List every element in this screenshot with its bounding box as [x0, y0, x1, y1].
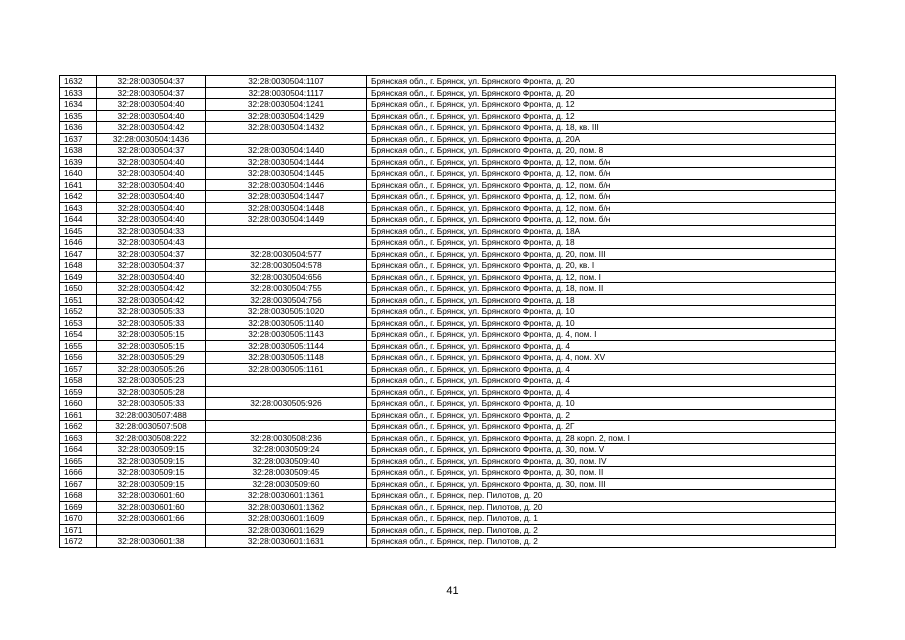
parcel-number-cell: 32:28:0030504:40: [97, 110, 206, 122]
table-row: [60, 444, 836, 456]
table-row: [60, 145, 836, 157]
row-number-cell: 1661: [60, 409, 97, 421]
object-number-cell: [206, 421, 367, 433]
row-number-cell: 1669: [60, 501, 97, 513]
object-number-cell: [206, 375, 367, 387]
parcel-number-cell: 32:28:0030505:23: [97, 375, 206, 387]
address-cell: Брянская обл., г. Брянск, ул. Брянского Фронта, д. 4: [367, 340, 836, 352]
address-cell: Брянская обл., г. Брянск, ул. Брянского Фронта, д. 20: [367, 76, 836, 88]
row-number-cell: 1671: [60, 524, 97, 536]
parcel-number-cell: 32:28:0030505:29: [97, 352, 206, 364]
cadastral-table: [59, 75, 836, 548]
row-number-cell: 1657: [60, 363, 97, 375]
address-cell: Брянская обл., г. Брянск, ул. Брянского Фронта, д. 30, пом. III: [367, 478, 836, 490]
address-cell: Брянская обл., г. Брянск, ул. Брянского Фронта, д. 30, пом. II: [367, 467, 836, 479]
parcel-number-cell: 32:28:0030505:26: [97, 363, 206, 375]
table-row: [60, 455, 836, 467]
parcel-number-cell: 32:28:0030601:60: [97, 490, 206, 502]
object-number-cell: [206, 237, 367, 249]
table-row: [60, 76, 836, 88]
address-cell: Брянская обл., г. Брянск, ул. Брянского Фронта, д. 12: [367, 99, 836, 111]
object-number-cell: 32:28:0030508:236: [206, 432, 367, 444]
address-cell: Брянская обл., г. Брянск, ул. Брянского Фронта, д. 4: [367, 363, 836, 375]
table-row: [60, 110, 836, 122]
table-row: [60, 202, 836, 214]
parcel-number-cell: [97, 524, 206, 536]
address-cell: Брянская обл., г. Брянск, ул. Брянского Фронта, д. 4: [367, 375, 836, 387]
row-number-cell: 1634: [60, 99, 97, 111]
row-number-cell: 1635: [60, 110, 97, 122]
table-row: [60, 352, 836, 364]
address-cell: Брянская обл., г. Брянск, пер. Пилотов, д. 2: [367, 536, 836, 548]
object-number-cell: [206, 225, 367, 237]
object-number-cell: 32:28:0030509:60: [206, 478, 367, 490]
object-number-cell: 32:28:0030504:1445: [206, 168, 367, 180]
object-number-cell: 32:28:0030504:1440: [206, 145, 367, 157]
table-row: [60, 294, 836, 306]
table-row: [60, 432, 836, 444]
row-number-cell: 1672: [60, 536, 97, 548]
row-number-cell: 1663: [60, 432, 97, 444]
address-cell: Брянская обл., г. Брянск, ул. Брянского Фронта, д. 2Г: [367, 421, 836, 433]
row-number-cell: 1645: [60, 225, 97, 237]
parcel-number-cell: 32:28:0030504:40: [97, 99, 206, 111]
parcel-number-cell: 32:28:0030504:43: [97, 237, 206, 249]
row-number-cell: 1651: [60, 294, 97, 306]
table-row: [60, 363, 836, 375]
address-cell: Брянская обл., г. Брянск, пер. Пилотов, д. 1: [367, 513, 836, 525]
table-row: [60, 536, 836, 548]
parcel-number-cell: 32:28:0030504:42: [97, 294, 206, 306]
row-number-cell: 1652: [60, 306, 97, 318]
row-number-cell: 1636: [60, 122, 97, 134]
address-cell: Брянская обл., г. Брянск, ул. Брянского Фронта, д. 30, пом. IV: [367, 455, 836, 467]
table-row: [60, 179, 836, 191]
table-row: [60, 168, 836, 180]
object-number-cell: 32:28:0030504:1107: [206, 76, 367, 88]
address-cell: Брянская обл., г. Брянск, ул. Брянского Фронта, д. 18, пом. II: [367, 283, 836, 295]
address-cell: Брянская обл., г. Брянск, ул. Брянского Фронта, д. 12, пом. б/н: [367, 214, 836, 226]
object-number-cell: 32:28:0030505:1161: [206, 363, 367, 375]
row-number-cell: 1668: [60, 490, 97, 502]
address-cell: Брянская обл., г. Брянск, ул. Брянского Фронта, д. 20, кв. I: [367, 260, 836, 272]
row-number-cell: 1665: [60, 455, 97, 467]
row-number-cell: 1654: [60, 329, 97, 341]
row-number-cell: 1647: [60, 248, 97, 260]
parcel-number-cell: 32:28:0030504:40: [97, 156, 206, 168]
table-row: [60, 501, 836, 513]
parcel-number-cell: 32:28:0030509:15: [97, 467, 206, 479]
row-number-cell: 1658: [60, 375, 97, 387]
table-body: [60, 76, 836, 548]
address-cell: Брянская обл., г. Брянск, ул. Брянского Фронта, д. 12, пом. б/н: [367, 202, 836, 214]
table-row: [60, 191, 836, 203]
parcel-number-cell: 32:28:0030504:40: [97, 191, 206, 203]
table-row: [60, 225, 836, 237]
row-number-cell: 1653: [60, 317, 97, 329]
parcel-number-cell: 32:28:0030509:15: [97, 444, 206, 456]
row-number-cell: 1643: [60, 202, 97, 214]
address-cell: Брянская обл., г. Брянск, ул. Брянского Фронта, д. 10: [367, 398, 836, 410]
row-number-cell: 1660: [60, 398, 97, 410]
parcel-number-cell: 32:28:0030504:40: [97, 179, 206, 191]
table-row: [60, 490, 836, 502]
parcel-number-cell: 32:28:0030505:33: [97, 306, 206, 318]
parcel-number-cell: 32:28:0030504:40: [97, 202, 206, 214]
object-number-cell: 32:28:0030601:1629: [206, 524, 367, 536]
parcel-number-cell: 32:28:0030504:42: [97, 283, 206, 295]
row-number-cell: 1642: [60, 191, 97, 203]
parcel-number-cell: 32:28:0030505:28: [97, 386, 206, 398]
object-number-cell: [206, 386, 367, 398]
table-row: [60, 156, 836, 168]
parcel-number-cell: 32:28:0030504:40: [97, 168, 206, 180]
table-row: [60, 340, 836, 352]
object-number-cell: 32:28:0030504:577: [206, 248, 367, 260]
address-cell: Брянская обл., г. Брянск, ул. Брянского Фронта, д. 12, пом. б/н: [367, 179, 836, 191]
table-row: [60, 409, 836, 421]
row-number-cell: 1667: [60, 478, 97, 490]
object-number-cell: 32:28:0030505:1144: [206, 340, 367, 352]
address-cell: Брянская обл., г. Брянск, ул. Брянского Фронта, д. 12: [367, 110, 836, 122]
object-number-cell: [206, 133, 367, 145]
row-number-cell: 1649: [60, 271, 97, 283]
table-row: [60, 375, 836, 387]
address-cell: Брянская обл., г. Брянск, ул. Брянского Фронта, д. 12, пом. б/н: [367, 156, 836, 168]
parcel-number-cell: 32:28:0030504:40: [97, 271, 206, 283]
object-number-cell: 32:28:0030505:1143: [206, 329, 367, 341]
table-row: [60, 87, 836, 99]
parcel-number-cell: 32:28:0030508:222: [97, 432, 206, 444]
parcel-number-cell: 32:28:0030504:40: [97, 214, 206, 226]
table-row: [60, 133, 836, 145]
row-number-cell: 1641: [60, 179, 97, 191]
parcel-number-cell: 32:28:0030504:42: [97, 122, 206, 134]
parcel-number-cell: 32:28:0030504:37: [97, 145, 206, 157]
address-cell: Брянская обл., г. Брянск, ул. Брянского Фронта, д. 10: [367, 306, 836, 318]
table-row: [60, 99, 836, 111]
address-cell: Брянская обл., г. Брянск, ул. Брянского Фронта, д. 12, пом. I: [367, 271, 836, 283]
object-number-cell: 32:28:0030504:756: [206, 294, 367, 306]
row-number-cell: 1666: [60, 467, 97, 479]
row-number-cell: 1670: [60, 513, 97, 525]
object-number-cell: [206, 409, 367, 421]
object-number-cell: 32:28:0030509:40: [206, 455, 367, 467]
address-cell: Брянская обл., г. Брянск, ул. Брянского Фронта, д. 18, кв. III: [367, 122, 836, 134]
row-number-cell: 1650: [60, 283, 97, 295]
row-number-cell: 1655: [60, 340, 97, 352]
page-number: 41: [446, 585, 459, 597]
parcel-number-cell: 32:28:0030504:37: [97, 76, 206, 88]
row-number-cell: 1659: [60, 386, 97, 398]
object-number-cell: 32:28:0030601:1362: [206, 501, 367, 513]
address-cell: Брянская обл., г. Брянск, ул. Брянского Фронта, д. 20: [367, 87, 836, 99]
address-cell: Брянская обл., г. Брянск, ул. Брянского Фронта, д. 30, пом. V: [367, 444, 836, 456]
parcel-number-cell: 32:28:0030507:508: [97, 421, 206, 433]
row-number-cell: 1656: [60, 352, 97, 364]
table-row: [60, 214, 836, 226]
object-number-cell: 32:28:0030504:1241: [206, 99, 367, 111]
row-number-cell: 1646: [60, 237, 97, 249]
address-cell: Брянская обл., г. Брянск, пер. Пилотов, д. 20: [367, 490, 836, 502]
parcel-number-cell: 32:28:0030601:38: [97, 536, 206, 548]
row-number-cell: 1637: [60, 133, 97, 145]
address-cell: Брянская обл., г. Брянск, ул. Брянского Фронта, д. 10: [367, 317, 836, 329]
table-row: [60, 467, 836, 479]
address-cell: Брянская обл., г. Брянск, ул. Брянского Фронта, д. 18: [367, 294, 836, 306]
object-number-cell: 32:28:0030504:578: [206, 260, 367, 272]
address-cell: Брянская обл., г. Брянск, ул. Брянского Фронта, д. 18А: [367, 225, 836, 237]
object-number-cell: 32:28:0030505:926: [206, 398, 367, 410]
table-row: [60, 237, 836, 249]
parcel-number-cell: 32:28:0030601:66: [97, 513, 206, 525]
object-number-cell: 32:28:0030504:1448: [206, 202, 367, 214]
table-row: [60, 386, 836, 398]
row-number-cell: 1640: [60, 168, 97, 180]
address-cell: Брянская обл., г. Брянск, ул. Брянского Фронта, д. 4: [367, 386, 836, 398]
parcel-number-cell: 32:28:0030507:488: [97, 409, 206, 421]
address-cell: Брянская обл., г. Брянск, ул. Брянского Фронта, д. 20, пом. 8: [367, 145, 836, 157]
address-cell: Брянская обл., г. Брянск, ул. Брянского Фронта, д. 4, пом. XV: [367, 352, 836, 364]
object-number-cell: 32:28:0030505:1020: [206, 306, 367, 318]
parcel-number-cell: 32:28:0030504:33: [97, 225, 206, 237]
object-number-cell: 32:28:0030504:1447: [206, 191, 367, 203]
parcel-number-cell: 32:28:0030504:37: [97, 260, 206, 272]
row-number-cell: 1639: [60, 156, 97, 168]
parcel-number-cell: 32:28:0030509:15: [97, 478, 206, 490]
object-number-cell: 32:28:0030509:45: [206, 467, 367, 479]
address-cell: Брянская обл., г. Брянск, ул. Брянского Фронта, д. 20, пом. III: [367, 248, 836, 260]
object-number-cell: 32:28:0030504:656: [206, 271, 367, 283]
object-number-cell: 32:28:0030505:1148: [206, 352, 367, 364]
table-row: [60, 260, 836, 272]
object-number-cell: 32:28:0030504:755: [206, 283, 367, 295]
table-row: [60, 122, 836, 134]
parcel-number-cell: 32:28:0030509:15: [97, 455, 206, 467]
row-number-cell: 1638: [60, 145, 97, 157]
address-cell: Брянская обл., г. Брянск, пер. Пилотов, д. 2: [367, 524, 836, 536]
table-row: [60, 421, 836, 433]
object-number-cell: 32:28:0030504:1117: [206, 87, 367, 99]
row-number-cell: 1632: [60, 76, 97, 88]
row-number-cell: 1633: [60, 87, 97, 99]
address-cell: Брянская обл., г. Брянск, ул. Брянского Фронта, д. 18: [367, 237, 836, 249]
parcel-number-cell: 32:28:0030504:37: [97, 87, 206, 99]
address-cell: Брянская обл., г. Брянск, ул. Брянского Фронта, д. 12, пом. б/н: [367, 191, 836, 203]
parcel-number-cell: 32:28:0030505:33: [97, 398, 206, 410]
object-number-cell: 32:28:0030601:1361: [206, 490, 367, 502]
object-number-cell: 32:28:0030505:1140: [206, 317, 367, 329]
object-number-cell: 32:28:0030504:1449: [206, 214, 367, 226]
address-cell: Брянская обл., г. Брянск, ул. Брянского Фронта, д. 20А: [367, 133, 836, 145]
table-row: [60, 306, 836, 318]
parcel-number-cell: 32:28:0030505:33: [97, 317, 206, 329]
table-row: [60, 398, 836, 410]
object-number-cell: 32:28:0030504:1432: [206, 122, 367, 134]
table-row: [60, 513, 836, 525]
table-row: [60, 478, 836, 490]
address-cell: Брянская обл., г. Брянск, ул. Брянского Фронта, д. 4, пом. I: [367, 329, 836, 341]
table-row: [60, 329, 836, 341]
object-number-cell: 32:28:0030504:1444: [206, 156, 367, 168]
parcel-number-cell: 32:28:0030505:15: [97, 340, 206, 352]
row-number-cell: 1648: [60, 260, 97, 272]
object-number-cell: 32:28:0030504:1446: [206, 179, 367, 191]
object-number-cell: 32:28:0030601:1631: [206, 536, 367, 548]
address-cell: Брянская обл., г. Брянск, ул. Брянского Фронта, д. 28 корп. 2, пом. I: [367, 432, 836, 444]
table-row: [60, 524, 836, 536]
table-row: [60, 271, 836, 283]
row-number-cell: 1644: [60, 214, 97, 226]
parcel-number-cell: 32:28:0030505:15: [97, 329, 206, 341]
row-number-cell: 1662: [60, 421, 97, 433]
table-row: [60, 248, 836, 260]
address-cell: Брянская обл., г. Брянск, ул. Брянского Фронта, д. 2: [367, 409, 836, 421]
object-number-cell: 32:28:0030504:1429: [206, 110, 367, 122]
parcel-number-cell: 32:28:0030601:60: [97, 501, 206, 513]
table-row: [60, 317, 836, 329]
address-cell: Брянская обл., г. Брянск, пер. Пилотов, д. 20: [367, 501, 836, 513]
object-number-cell: 32:28:0030509:24: [206, 444, 367, 456]
table-row: [60, 283, 836, 295]
parcel-number-cell: 32:28:0030504:37: [97, 248, 206, 260]
object-number-cell: 32:28:0030601:1609: [206, 513, 367, 525]
parcel-number-cell: 32:28:0030504:1436: [97, 133, 206, 145]
row-number-cell: 1664: [60, 444, 97, 456]
address-cell: Брянская обл., г. Брянск, ул. Брянского Фронта, д. 12, пом. б/н: [367, 168, 836, 180]
